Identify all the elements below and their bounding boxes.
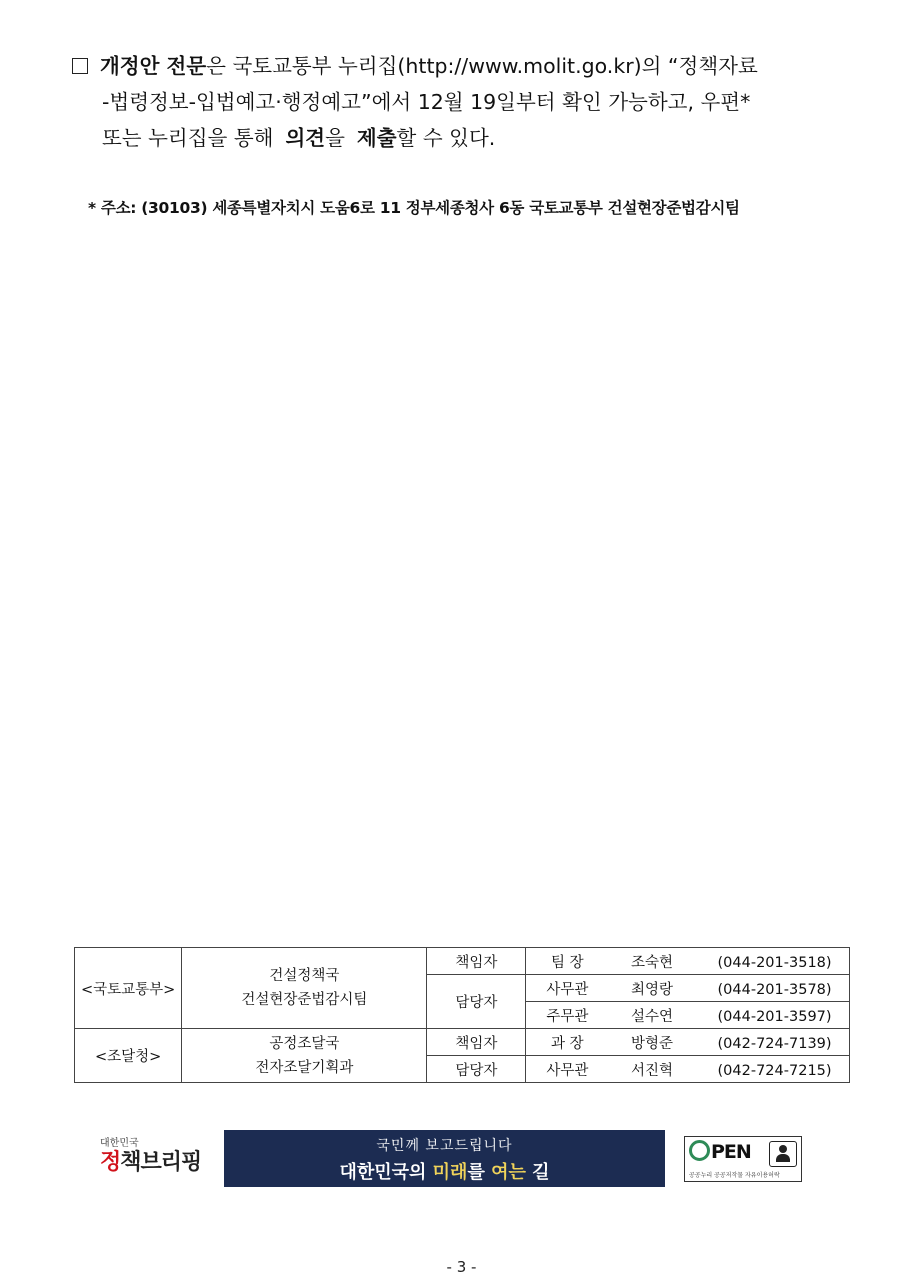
open-logo-text	[689, 1140, 751, 1163]
contact-entry	[526, 975, 850, 1002]
bold-opinion: 의견	[285, 126, 326, 150]
department-molit	[182, 948, 427, 1029]
bureau-name: 공정조달국	[269, 1035, 340, 1052]
role-label: 담당자	[427, 1056, 526, 1083]
contact-entry	[526, 1029, 850, 1056]
contact-entry	[526, 1002, 850, 1029]
phone-number: (042-724-7215)	[717, 1062, 832, 1079]
position: 사무관	[546, 981, 589, 998]
page-number: - 3 -	[446, 1258, 477, 1276]
table-row	[75, 948, 850, 975]
open-word: PEN	[711, 1141, 751, 1163]
role-label: 책임자	[427, 948, 526, 975]
banner-line-2	[224, 1158, 665, 1184]
line3-post: 할 수 있다.	[396, 126, 496, 150]
bold-revision-text: 개정안 전문	[100, 54, 207, 78]
person-name: 서진혁	[630, 1062, 673, 1079]
paragraph-line-1	[72, 48, 862, 84]
position: 주무관	[546, 1008, 589, 1025]
person-name: 최영랑	[630, 981, 673, 998]
position: 팀 장	[551, 954, 584, 971]
banner-part-e: 길	[525, 1162, 550, 1183]
person-name: 방형준	[630, 1035, 673, 1052]
contact-entry	[526, 948, 850, 975]
line1-rest: 은 국토교통부 누리집(http://www.molit.go.kr)의 “정책자료	[206, 54, 758, 78]
position: 과 장	[551, 1035, 584, 1052]
phone-number: (044-201-3597)	[717, 1008, 832, 1025]
line3-submit	[357, 120, 495, 156]
team-name: 전자조달기획과	[255, 1059, 354, 1076]
contact-table	[74, 947, 850, 1083]
banner-part-a: 대한민국의	[339, 1162, 433, 1183]
role-label: 담당자	[427, 975, 526, 1029]
paragraph-line-2	[72, 84, 862, 120]
open-license-caption: 공공누리 공공저작물 자유이용허락	[689, 1172, 780, 1179]
open-license-logo	[684, 1136, 802, 1182]
banner-highlight-future: 미래	[432, 1162, 468, 1183]
person-name: 조숙현	[630, 954, 673, 971]
role-label: 책임자	[427, 1029, 526, 1056]
line1-text	[72, 48, 758, 84]
open-circle-icon	[689, 1140, 710, 1161]
bold-submit: 제출	[356, 126, 397, 150]
banner-line-1: 국민께 보고드립니다	[376, 1138, 513, 1154]
logo-rest: 책브리핑	[120, 1150, 202, 1175]
department-pps	[182, 1029, 427, 1083]
line3-opinion	[285, 120, 344, 156]
logo-red-glyph: 정	[100, 1150, 121, 1175]
bureau-name: 건설정책국	[269, 968, 340, 984]
banner-part-c: 를	[467, 1162, 492, 1183]
line2-text: -법령정보-입법예고·행정예고”에서 12월 19일부터 확인 가능하고, 우편*	[102, 90, 751, 114]
paragraph-line-3	[72, 120, 862, 156]
phone-number: (042-724-7139)	[717, 1035, 832, 1052]
agency-pps: <조달청>	[75, 1029, 182, 1083]
position: 사무관	[546, 1062, 589, 1079]
banner-highlight-open: 여는	[491, 1162, 526, 1183]
table-row	[75, 1029, 850, 1056]
team-name: 건설현장준법감시팀	[241, 992, 368, 1008]
logo-small-text: 대한민국	[100, 1138, 139, 1149]
logo-big-text	[100, 1150, 201, 1176]
phone-number: (044-201-3518)	[717, 954, 832, 971]
main-paragraph	[72, 48, 862, 156]
policy-briefing-logo	[100, 1138, 201, 1176]
checkbox-square-icon	[72, 58, 88, 74]
agency-molit: <국토교통부>	[75, 948, 182, 1029]
line3-mid: 을	[325, 126, 345, 150]
person-name: 설수연	[630, 1008, 673, 1025]
contact-entry	[526, 1056, 850, 1083]
phone-number: (044-201-3578)	[717, 981, 832, 998]
report-banner	[224, 1130, 665, 1187]
line3-pre: 또는 누리집을 통해	[102, 126, 274, 150]
person-badge-icon	[769, 1141, 797, 1167]
address-footnote: * 주소: (30103) 세종특별자치시 도움6로 11 정부세종청사 6동 국토교통부 건설현장준법감시팀	[88, 199, 740, 217]
